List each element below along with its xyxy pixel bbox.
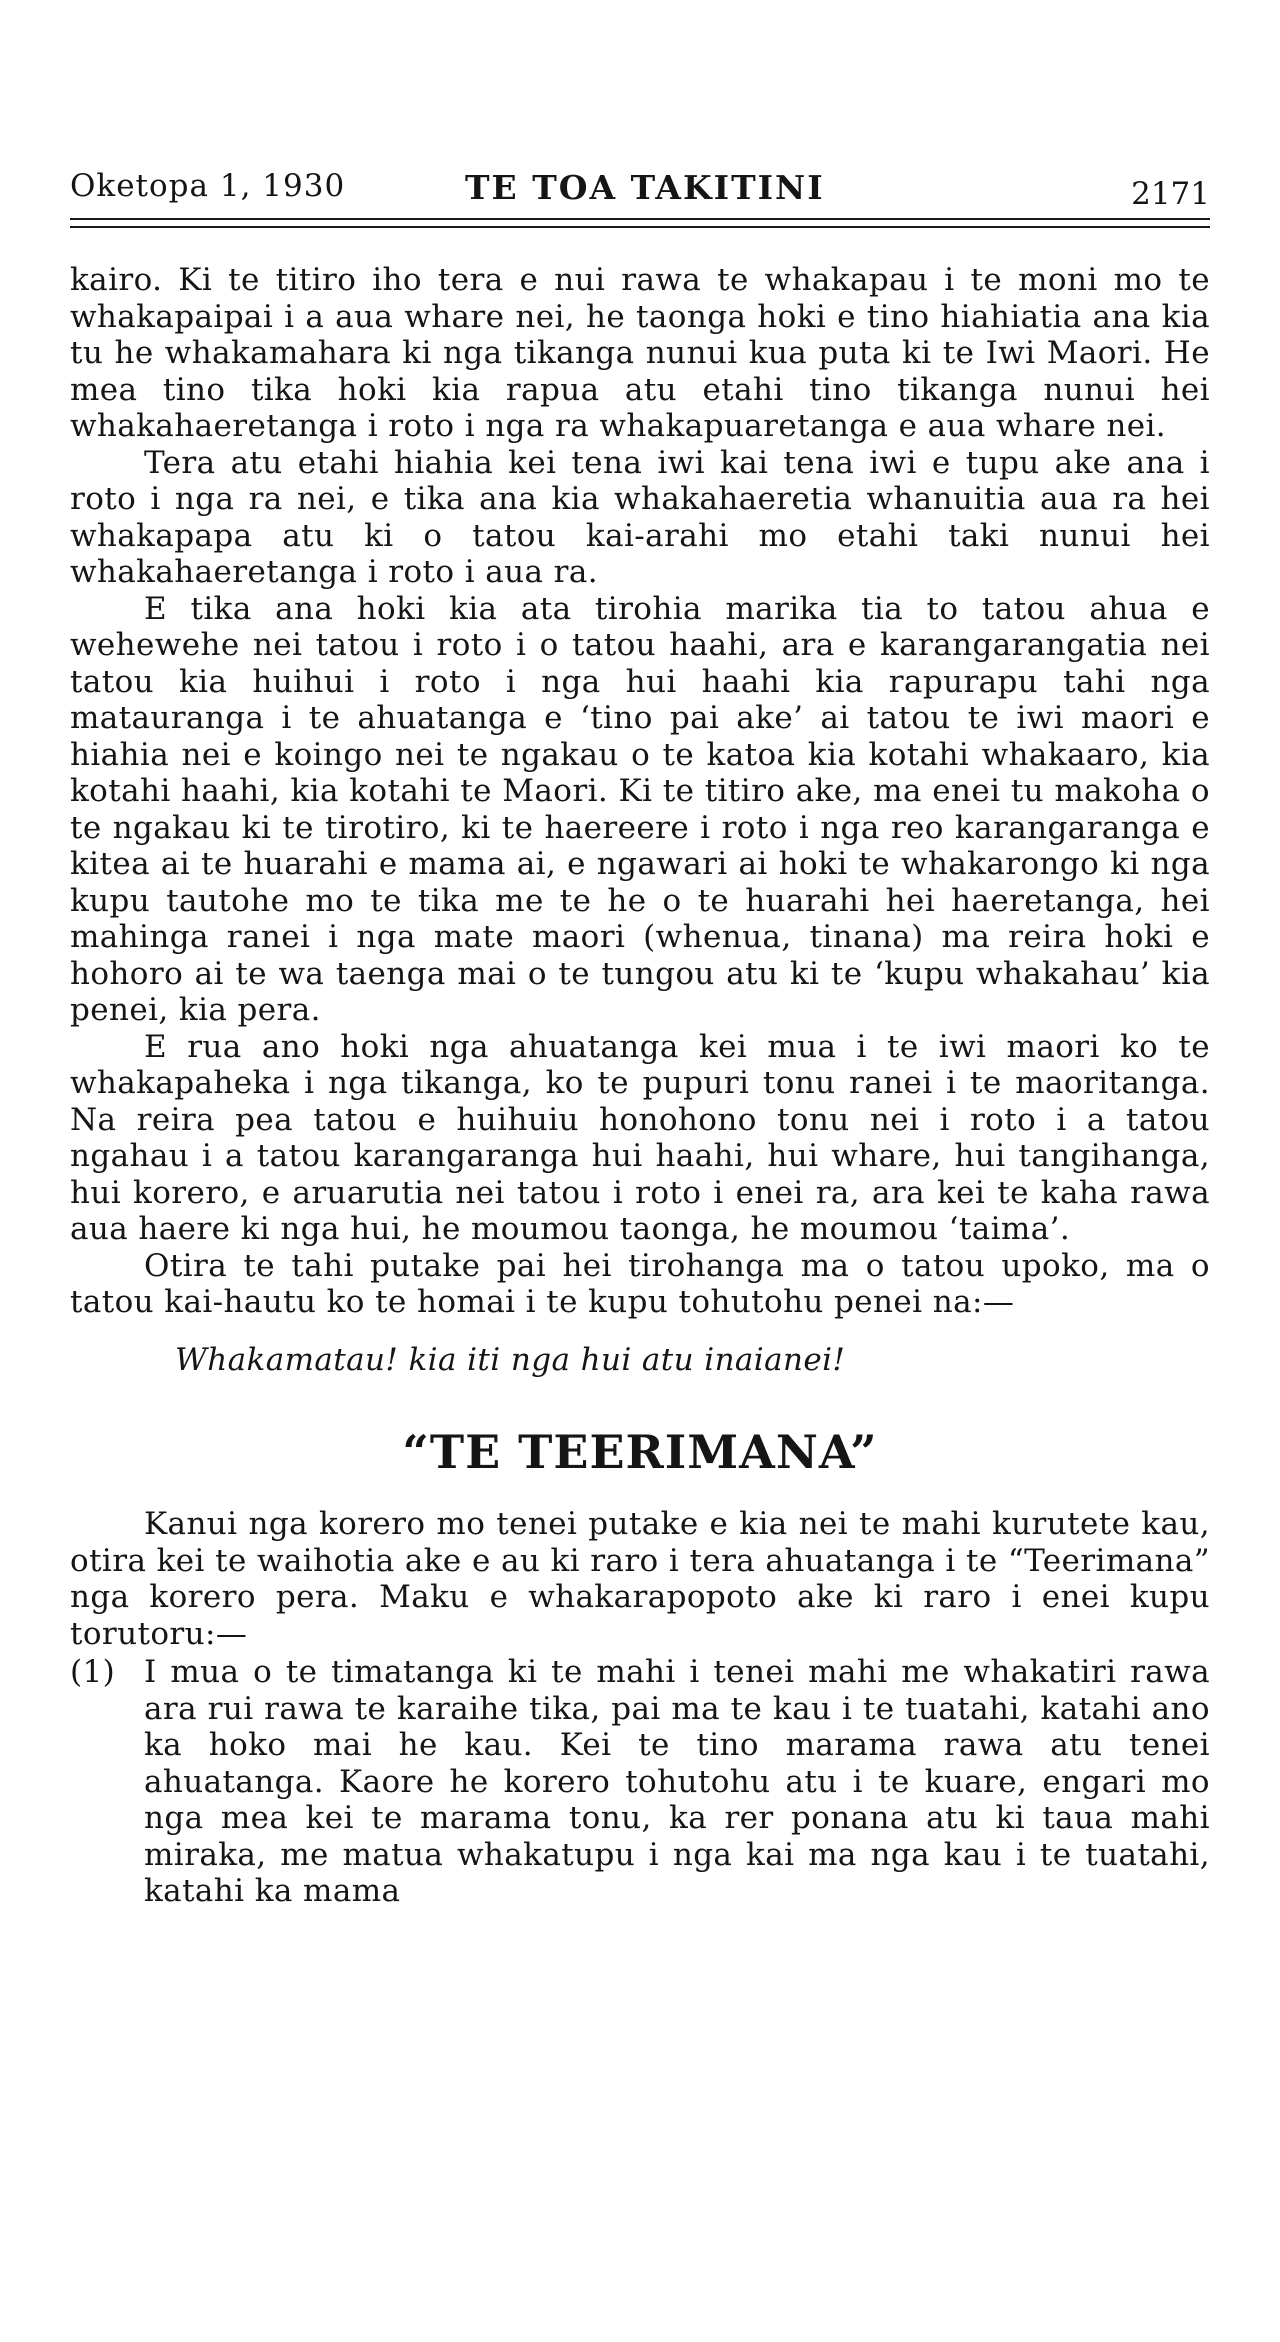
publication-title: TE TOA TAKITINI: [465, 168, 825, 207]
item-text: I mua o te timatanga ki te mahi i tenei mahi me whakatiri rawa ara rui rawa te karaihe tika, pai ma te kau i te tuatahi, katahi ano ka hoko mai he kau. Kei te tino marama rawa atu tenei ahuatanga. Kaore he korero tohutohu atu i te kuare, engari mo nga mea kei te marama tonu, ka rer ponana atu ki taua mahi miraka, me matua whakatupu i nga kai ma nga kau i te tuatahi, katahi ka mama: [144, 1654, 1210, 1909]
newspaper-page: [70, 150, 1210, 1909]
page-number: 2171: [1131, 176, 1210, 212]
paragraph: Tera atu etahi hiahia kei tena iwi kai tena iwi e tupu ake ana i roto i nga ra nei, e tika ana kia whakahaeretia whanuitia aua ra hei whakapapa atu ki o tatou kai-arahi mo etahi taki nunui hei whakahaeretanga i roto i aua ra.: [70, 444, 1210, 590]
paragraph: E rua ano hoki nga ahuatanga kei mua i te iwi maori ko te whakapaheka i nga tikanga, ko te pupuri tonu ranei i te maoritanga. Na reira pea tatou e huihuiu honohono tonu nei i roto i a tatou ngahau i a tatou karangaranga hui haahi, hui whare, hui tangihanga, hui korero, e aruarutia nei tatou i roto i enei ra, ara kei te kaha rawa aua haere ki nga hui, he moumou taonga, he moumou ‘taima’.: [70, 1028, 1210, 1247]
section-heading: “TE TEERIMANA”: [402, 1425, 878, 1479]
article-body: [70, 262, 1210, 1910]
italic-exhortation: Whakamatau! kia iti nga hui atu inaianei!: [175, 1341, 846, 1378]
page-header: [70, 150, 1210, 214]
issue-date: Oketopa 1, 1930: [70, 168, 346, 204]
numbered-item: [70, 1654, 1210, 1910]
paragraph: E tika ana hoki kia ata tirohia marika tia to tatou ahua e wehewehe nei tatou i roto i o tatou haahi, ara e karangarangatia nei tatou kia huihui i roto i nga hui haahi kia rapurapu tahi nga matauranga i te ahuatanga e ‘tino pai ake’ ai tatou te iwi maori e hiahia nei e koingo nei te ngakau o te katoa kia kotahi whakaaro, kia kotahi haahi, kia kotahi te Maori. Ki te titiro ake, ma enei tu makoha o te ngakau ki te tirotiro, ki te haereere i roto i nga reo karangaranga e kitea ai te huarahi e mama ai, e ngawari ai hoki te whakarongo ki nga kupu tautohe mo te tika me te he o te huarahi hei haeretanga, hei mahinga ranei i nga mate maori (whenua, tinana) ma reira hoki e hohoro ai te wa taenga mai o te tungou atu ki te ‘kupu whakahau’ kia penei, kia pera.: [70, 590, 1210, 1028]
item-number: (1): [70, 1654, 116, 1690]
paragraph: Otira te tahi putake pai hei tirohanga ma o tatou upoko, ma o tatou kai-hautu ko te homai i te kupu tohutohu penei na:—: [70, 1247, 1210, 1320]
header-rule-top: [70, 218, 1210, 220]
section-intro-paragraph: Kanui nga korero mo tenei putake e kia nei te mahi kurutete kau, otira kei te waihotia ake e au ki raro i tera ahuatanga i te “Teerimana” nga korero pera. Maku e whakarapopoto ake ki raro i enei kupu torutoru:—: [70, 1506, 1210, 1652]
paragraph-continued: kairo. Ki te titiro iho tera e nui rawa te whakapau i te moni mo te whakapaipai i a aua whare nei, he taonga hoki e tino hiahiatia ana kia tu he whakamahara ki nga tikanga nunui kua puta ki te Iwi Maori. He mea tino tika hoki kia rapua atu etahi tino tikanga nunui hei whakahaeretanga i roto i nga ra whakapuaretanga e aua whare nei.: [70, 262, 1210, 444]
header-rule-bottom: [70, 226, 1210, 228]
